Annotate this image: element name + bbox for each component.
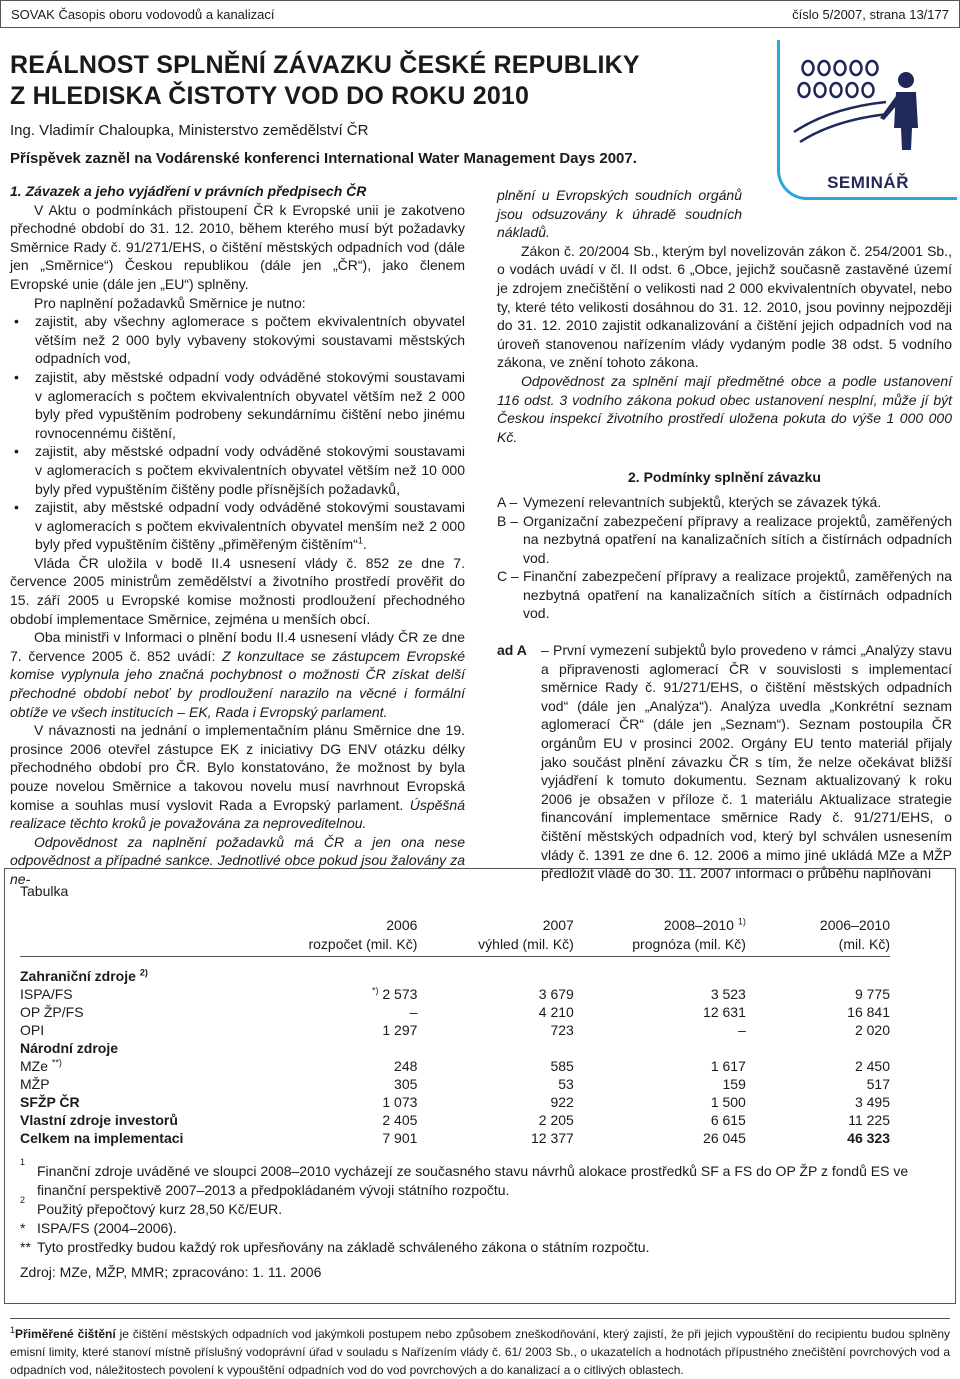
list-item xyxy=(497,493,952,512)
table-cell: 723 xyxy=(550,1021,574,1038)
table-row xyxy=(20,1129,890,1147)
list-text: Organizační zabezpečení přípravy a realizace projektů, zaměřených na nezbytná opatření na kanalizačních sítích a čistírnách odpadních vod. xyxy=(523,512,952,566)
seminar-label: SEMINÁŘ xyxy=(827,173,909,192)
paragraph: Zákon č. 20/2004 Sb., kterým byl novelizován zákon č. 254/2001 Sb., o vodách uvádí v čl. II odst. 6 „Obce, jejichž současně zastavěné území je zdrojem znečištění o velikosti nad 2 000 ekvivalentních obyvatel, nebo ty, které této velikosti dosáhnou do 31. 12. 2010, jsou povinny nejpozději do 31. 12. 2010 zajistit odkanalizování a čištění jejich odpadních vod na úroveň stanovenou nařízením vlády vydaným podle 38 odst. 5 vodního zákona, ve znění tohoto zákona. xyxy=(497,242,952,371)
paragraph: Vláda ČR uložila v bodě II.4 usnesení vlády č. 852 ze dne 7. července 2005 ministrům zemědělství a životního prostředí prověřit do 15. září 2005 u Evropské komise možnosti prodloužení přechodného období implementace Směrnice, zejména u menších obcí. xyxy=(10,554,465,627)
table-cell: 159 xyxy=(722,1075,746,1092)
table-row xyxy=(20,1111,890,1129)
table-cell: 305 xyxy=(394,1075,418,1092)
author: Ing. Vladimír Chaloupka, Ministerstvo zemědělství ČR xyxy=(10,122,369,139)
section-2-heading: 2. Podmínky splnění závazku xyxy=(628,469,821,486)
column-header: 2006 rozpočet (mil. Kč) xyxy=(278,916,417,957)
group-row xyxy=(20,967,890,985)
group-label: Zahraniční zdroje $^{2)}$ xyxy=(20,966,148,984)
table-cell: 7 901 xyxy=(382,1129,418,1146)
table-row xyxy=(20,1057,890,1075)
table-cell: 12 631 xyxy=(703,1003,746,1020)
footnote-term: Přiměřené čištění xyxy=(15,1327,116,1341)
funding-table xyxy=(20,916,890,1147)
table-cell: 9 775 xyxy=(854,985,890,1002)
funding-table-box xyxy=(4,868,956,1304)
table-label: Tabulka xyxy=(20,883,69,899)
table-cell: 11 225 xyxy=(848,1111,890,1128)
requirements-list xyxy=(10,312,465,554)
footnote-text: je čištění městských odpadních vod jakýmkoli postupem nebo způsobem zneškodňování, který zajistí, že při jejich vypouštění do recipientu budou splněny emisní limity, které stanoví místně příslušný vodoprávní úřad v souladu s Nařízením vlády č. 61/ 2003 Sb., o ukazatelích a hodnotách přípustného znečištění povrchových vod a odpadních vod, náležitostech povolení k vypouštění odpadních vod do vod povrchových a do kanalizací a o citlivých oblastech. xyxy=(10,1327,950,1377)
table-cell: 3 495 xyxy=(854,1093,890,1110)
title-line-2: Z HLEDISKA ČISTOTY VOD DO ROKU 2010 xyxy=(10,82,530,110)
row-label: ISPA/FS xyxy=(20,985,73,1002)
table-body xyxy=(20,957,890,1147)
table-note: 1 Finanční zdroje uváděné ve sloupci 2008–2010 vycházejí ze současného stavu návrhů alokace prostředků SF a FS do OP ŽP z fondů ES ve finanční perspektivě 2007–2013 a předpokládaném vývoji státního rozpočtu. xyxy=(20,1157,909,1198)
seminar-icon xyxy=(790,46,930,166)
table-notes xyxy=(20,1157,945,1282)
right-column xyxy=(497,186,952,883)
list-text: Finanční zabezpečení přípravy a realizace projektů, zaměřených na nezbytná opatření na kanalizačních sítích a čistírnách odpadních vod. xyxy=(523,568,952,622)
table-cell: 248 xyxy=(394,1057,418,1074)
list-item: • zajistit, aby všechny aglomerace s počtem ekvivalentních obyvatel větším než 2 000 byly vybaveny stokovými soustavami městských odpadních vod, xyxy=(10,312,465,368)
table-cell: 1 073 xyxy=(382,1093,418,1110)
table-cell: 6 615 xyxy=(710,1111,746,1128)
table-row xyxy=(20,985,890,1003)
paragraph xyxy=(10,721,465,833)
section-1-heading: 1. Závazek a jeho vyjádření v právních předpisech ČR xyxy=(10,183,367,199)
group-row xyxy=(20,1039,890,1057)
table-cell: 585 xyxy=(550,1057,574,1074)
row-label: OPI xyxy=(20,1021,45,1038)
paragraph: Odpovědnost za naplnění požadavků má ČR a jen ona nese odpovědnost a případné sankce. Jednotlivé obce pokud jsou žalovány za ne- xyxy=(10,833,465,887)
table-cell: 2 450 xyxy=(854,1057,890,1074)
row-label: SFŽP ČR xyxy=(20,1093,80,1110)
table-note: 2 Použitý přepočtový kurz 28,50 Kč/EUR. xyxy=(20,1195,283,1217)
list-item: • zajistit, aby městské odpadní vody odváděné stokovými soustavami v aglomeracích s počtem ekvivalentních obyvatel větším než 2 000 byly před vypuštěním podrobeny sekundárnímu čištění nebo jinému rovnocennému čištění, xyxy=(10,368,465,442)
list-text: Vymezení relevantních subjektů, kterých se závazek týká. xyxy=(523,493,882,510)
list-key: C – xyxy=(497,568,519,585)
journal-name: SOVAK Časopis oboru vodovodů a kanalizací xyxy=(11,6,275,22)
table-cell: 2 205 xyxy=(538,1111,574,1128)
table-cell: 1 297 xyxy=(382,1021,418,1038)
list-key: A – xyxy=(497,493,518,510)
ad-a-paragraph xyxy=(497,641,952,883)
left-column xyxy=(10,182,465,889)
paragraph: Odpovědnost za splnění mají předmětné obce a podle ustanovení 116 odst. 3 vodního zákona pokud obec ustanovení nesplní, může jí být Českou inspekcí životního prostředí uložena pokuta do výše 1 000 000 Kč. xyxy=(497,372,952,445)
table-cell: – xyxy=(409,1003,418,1020)
table-cell: 53 xyxy=(558,1075,574,1092)
footnote-mark: 1 xyxy=(10,1325,16,1335)
list-item: • zajistit, aby městské odpadní vody odváděné stokovými soustavami v aglomeracích s počtem ekvivalentních obyvatel větším než 10 000 byly před vypuštěním čištěny podle přísnějších požadavků, xyxy=(10,442,465,498)
list-item-end: . xyxy=(362,536,367,553)
footnote-ref: 1 xyxy=(357,535,363,546)
row-label: OP ŽP/FS xyxy=(20,1003,84,1020)
list-item xyxy=(497,512,952,568)
paragraph: Pro naplnění požadavků Směrnice je nutno: xyxy=(34,294,306,311)
article-subtitle: Příspěvek zazněl na Vodárenské konferenci International Water Management Days 2007. xyxy=(10,150,637,167)
page-footnote xyxy=(10,1318,950,1379)
paragraph: V Aktu o podmínkách přistoupení ČR k Evropské unii je zakotveno přechodné období do 31. 12. 2010, během kterého musí být požadavky Směrnice Rady č. 91/271/EHS, o čištění městských odpadních vod (dále jen „Směrnice“) Českou republikou (dále jen „ČR“), jako členem Evropské unie (dále jen „EU“) splněny. xyxy=(10,201,465,292)
row-label: MŽP xyxy=(20,1075,50,1092)
table-note: ** Tyto prostředky budou každý rok upřesňovány na základě schváleného zákona o státním rozpočtu. xyxy=(20,1239,650,1255)
paragraph-text: Oba ministři v Informaci o plnění bodu II.4 usnesení vlády ČR ze dne 7. července 2005 č. 852 uvádí: xyxy=(10,629,465,664)
table-row xyxy=(20,1021,890,1039)
table-cell: 46 323 xyxy=(847,1129,890,1146)
row-label: Vlastní zdroje investorů xyxy=(20,1111,178,1128)
list-item-text: zajistit, aby městské odpadní vody odváděné stokovými soustavami v aglomeracích s počtem ekvivalentních obyvatel menším než 2 000 byly před vypuštěním čištěny „přiměřeným čištěním“ xyxy=(35,499,465,553)
table-source: Zdroj: MZe, MŽP, MMR; zpracováno: 1. 11. 2006 xyxy=(20,1264,322,1280)
paragraph xyxy=(10,628,465,721)
list-item xyxy=(497,567,952,623)
quote-text: Z konzultace se zástupcem Evropské komise vyplynula jeho značná pochybnost o možnosti ČR získat delší přechodné období neboť by prodloužení narazilo na věcné i formální obtíže ve všech institucích – EK, Rada i Evropský parlament. xyxy=(10,647,465,720)
column-header: 2007 výhled (mil. Kč) xyxy=(417,916,573,957)
ad-a-text: – První vymezení subjektů bylo provedeno v rámci „Analýzy stavu a připravenosti aglomerací ČR v souvislosti s implementací směrnice Rady č. 91/271/EHS, o čištění městských odpadních vod“ (dále jen „Analýza“). Analýza uvedla „Konkrétní seznam aglomerací ČR“ (dále jen „Seznam“). Seznam postoupila ČR orgánům EU v prosinci 2002. Orgány EU tento materiál přijaly jako součást plnění závazku ČR s tím, že nelze očekávat bližší vyjádření k tomuto dokumentu. Seznam aktualizovaný k roku 2006 je obsažen v příloze č. 1 materiálu Aktualizace strategie financování implementace směrnice Rady č. 91/271/EHS, o čištění městských odpadních vod, který byl schválen usnesením vlády č. 1391 ze dne 6. 12. 2006 a mimo jiné ukládá MZe a MŽP předložit vládě do 30. 11. 2007 informaci o průběhu naplňování xyxy=(541,642,952,882)
column-header: 2008–2010 $^{1)}$ prognóza (mil. Kč) xyxy=(574,916,746,957)
emphasis-text: Úspěšná realizace těchto kroků je považována za neproveditelnou. xyxy=(10,796,465,832)
seminar-logo xyxy=(777,40,957,200)
row-label: MZe **) xyxy=(20,1056,62,1074)
table-cell: 4 210 xyxy=(538,1003,574,1020)
table-cell: 1 617 xyxy=(710,1057,746,1074)
paragraph-text: V návaznosti na jednání o implementačním plánu Směrnice dne 19. prosince 2006 otevřel zástupce EK z iniciativy DG ENV otázku délky přechodného období pro ČR. Bylo konstatováno, že možnost by byla pouze novelou Směrnice a takovou novelu musí navrhnout Evropská komise a souhlas musí vyslovit Rada a Evropský parlament. xyxy=(10,722,465,813)
paragraph: plnění u Evropských soudních orgánů jsou odsuzovány k úhradě soudních nákladů. xyxy=(497,187,742,241)
running-header xyxy=(0,0,960,28)
table-cell: 26 045 xyxy=(703,1129,746,1146)
table-row xyxy=(20,1075,890,1093)
conditions-list xyxy=(497,493,952,623)
table-cell: 3 523 xyxy=(710,985,746,1002)
row-label: Celkem na implementaci xyxy=(20,1129,184,1146)
table-cell: 922 xyxy=(550,1093,574,1110)
table-cell: – xyxy=(738,1021,746,1038)
table-cell: 1 500 xyxy=(710,1093,746,1110)
title-line-1: REÁLNOST SPLNĚNÍ ZÁVAZKU ČESKÉ REPUBLIKY xyxy=(10,51,640,79)
table-cell: 2 020 xyxy=(854,1021,890,1038)
table-cell: 16 841 xyxy=(847,1003,890,1020)
article-title xyxy=(10,50,770,112)
issue-info: číslo 5/2007, strana 13/177 xyxy=(792,6,949,22)
ad-a-key: ad A xyxy=(497,642,527,659)
table-cell: 2 405 xyxy=(382,1111,418,1128)
list-key: B – xyxy=(497,512,519,529)
table-cell: *) 2 573 xyxy=(371,984,418,1002)
column-header: 2006–2010 (mil. Kč) xyxy=(746,916,890,957)
table-cell: 517 xyxy=(866,1075,890,1092)
table-cell: 3 679 xyxy=(538,985,574,1002)
table-header-row xyxy=(20,916,890,957)
table-row xyxy=(20,1003,890,1021)
table-row xyxy=(20,1093,890,1111)
table-note: * ISPA/FS (2004–2006). xyxy=(20,1220,177,1236)
group-label: Národní zdroje xyxy=(20,1039,119,1056)
list-item xyxy=(10,498,465,554)
table-cell: 12 377 xyxy=(531,1129,574,1146)
